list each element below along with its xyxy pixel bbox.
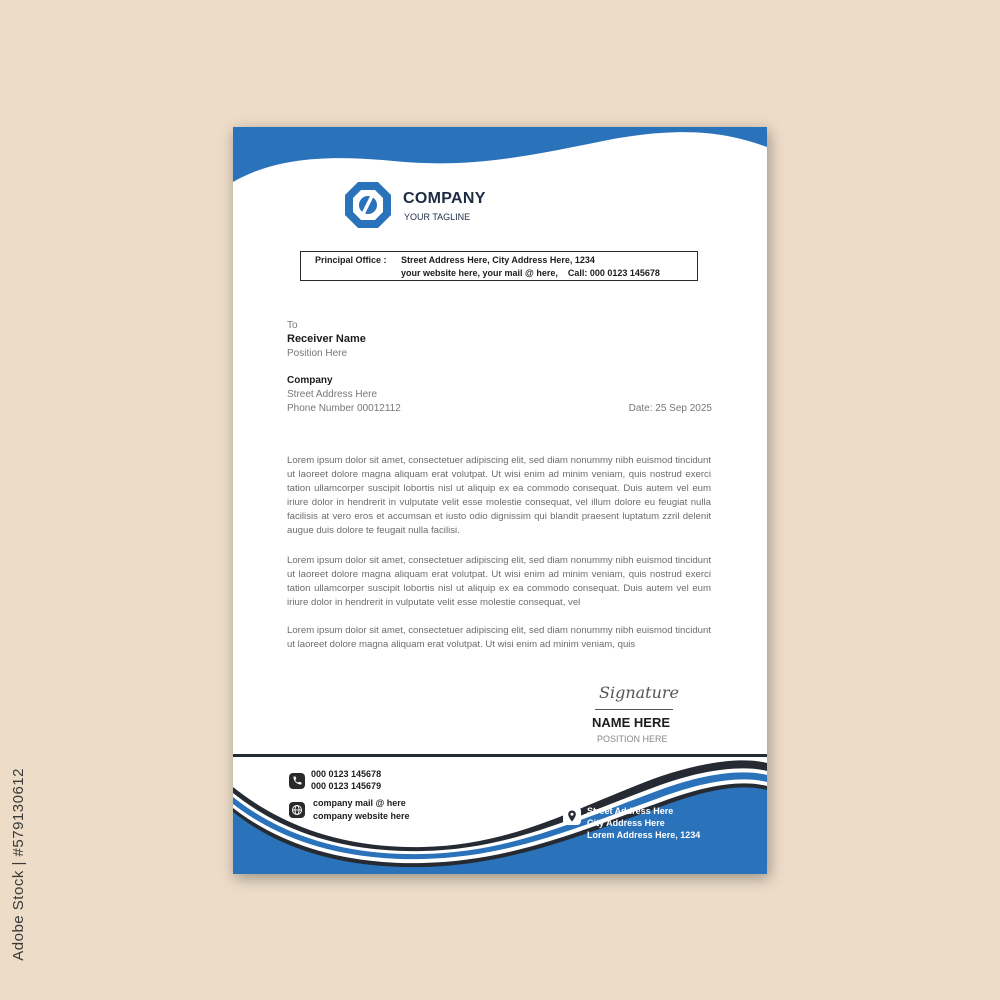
footer-phone-1: 000 0123 145678 [311, 769, 382, 779]
footer-address-1: Street Address Here [587, 806, 674, 816]
footer-address-3: Lorem Address Here, 1234 [587, 830, 701, 840]
office-address-line: Street Address Here, City Address Here, 1234 [401, 255, 595, 265]
signer-name: NAME HERE [592, 715, 671, 730]
recipient-street: Street Address Here [287, 389, 378, 400]
principal-office-box [300, 251, 698, 281]
to-label: To [287, 320, 298, 331]
receiver-position: Position Here [287, 348, 348, 359]
body-paragraph: Lorem ipsum dolor sit amet, consectetuer adipiscing elit, sed diam nonummy nibh euismod tincidunt ut laoreet dolore magna aliquam erat volutpat. Ut wisi enim ad minim veniam, quis nostrud exerci tation ullamcorper suscipit lobortis nisl ut aliquip ex ea commodo consequat. Duis autem vel eum iriure dolor in hendrerit in vulputate velit esse molestie consequat, vel illum dolore eu feugiat nulla facilisis at vero eros et accumsan et iusto odio dignissim qui blandit praesent luptatum zzril delenit augue duis dolore te feugait nulla facilisi. [287, 455, 711, 537]
footer-phone-2: 000 0123 145679 [311, 781, 382, 791]
signature-script: Signature [599, 683, 680, 702]
stock-id: #579130612 [10, 768, 27, 857]
octagon-logo-icon [343, 180, 393, 230]
body-paragraph: Lorem ipsum dolor sit amet, consectetuer adipiscing elit, sed diam nonummy nibh euismod tincidunt ut laoreet dolore magna aliquam erat volutpat. Ut wisi enim ad minim veniam, quis [287, 625, 711, 651]
office-contact-line: your website here, your mail @ here, Call: 000 0123 145678 [401, 268, 660, 278]
letterhead-sheet [233, 127, 767, 874]
footer-mail: company mail @ here [313, 798, 406, 808]
footer-address-2: City Address Here [587, 818, 665, 828]
stock-label: Adobe Stock | [10, 861, 27, 961]
phone-icon [289, 773, 305, 789]
signer-position: POSITION HERE [597, 734, 668, 744]
letter-date: Date: 25 Sep 2025 [628, 403, 712, 414]
recipient-company: Company [287, 375, 333, 386]
office-label: Principal Office : [315, 255, 387, 265]
company-name: COMPANY [403, 190, 486, 207]
footer-website: company website here [313, 811, 410, 821]
top-wave-decoration [233, 127, 767, 197]
signature-line [595, 709, 673, 710]
stock-side-label [10, 768, 27, 961]
body-paragraph: Lorem ipsum dolor sit amet, consectetuer adipiscing elit, sed diam nonummy nibh euismod tincidunt ut laoreet dolore magna aliquam erat volutpat. Ut wisi enim ad minim veniam, quis nostrud exerci tation ullamcorper suscipit lobortis nisl ut aliquip ex ea commodo consequat. Duis autem vel eum iriure dolor in hendrerit in vulputate velit esse molestie consequat, vel [287, 555, 711, 609]
location-pin-icon [563, 807, 581, 825]
globe-icon [289, 802, 305, 818]
recipient-phone: Phone Number 00012112 [287, 403, 401, 414]
receiver-name: Receiver Name [287, 333, 366, 345]
company-tagline: YOUR TAGLINE [404, 212, 471, 222]
